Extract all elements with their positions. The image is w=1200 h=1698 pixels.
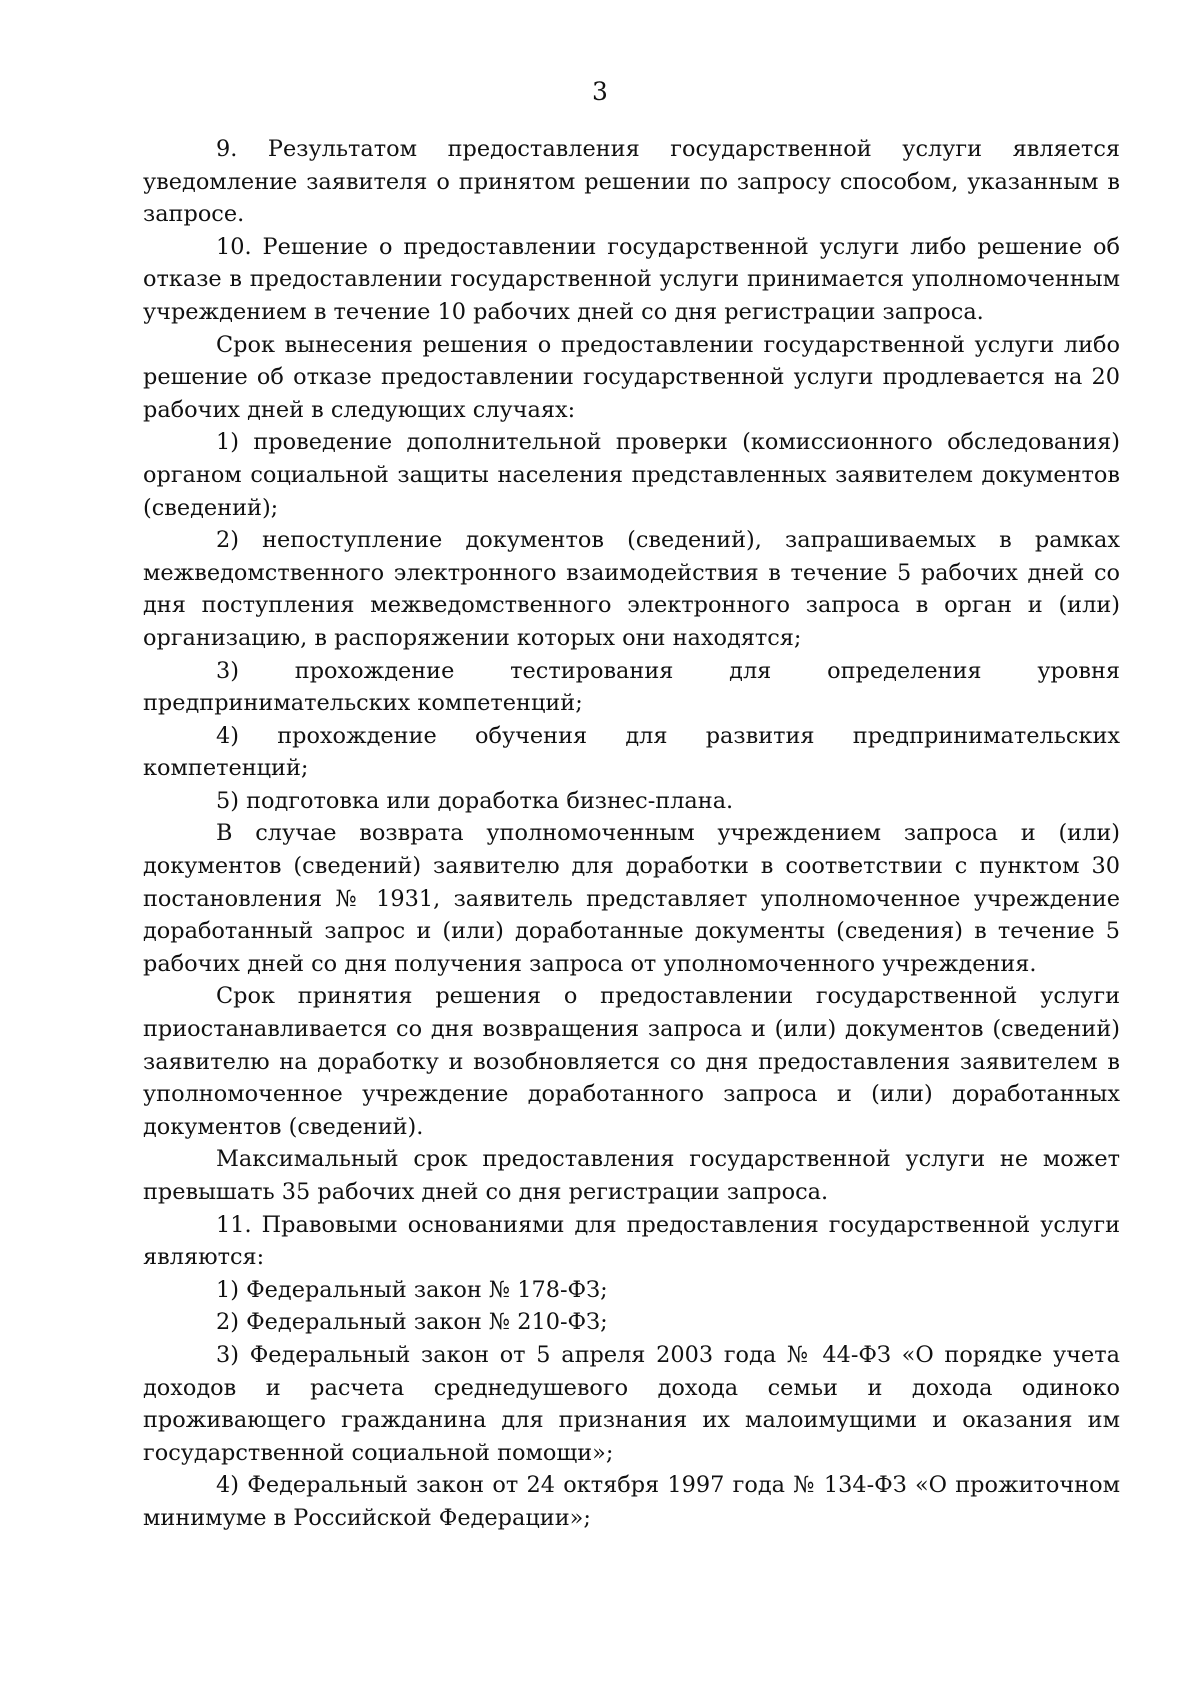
list-item-5-business-plan: 5) подготовка или доработка бизнес-плана. [216,787,734,814]
list-item-3-testing: 3) прохождение тестирования для определения уровня предпринимательских компетенций; [143,657,1120,717]
paragraph-11-legal-grounds: 11. Правовыми основаниями для предоставления государственной услуги являются: [143,1211,1120,1271]
legal-basis-item-4: 4) Федеральный закон от 24 октября 1997 года № 134-ФЗ «О прожиточном минимуме в Российской Федерации»; [143,1472,1120,1531]
legal-basis-item-3: 3) Федеральный закон от 5 апреля 2003 года № 44-ФЗ «О порядке учета доходов и расчета среднедушевого дохода семьи и дохода одиноко проживающего гражданина для признания их малоимущими и оказания им государственной социальной помощи»; [143,1341,1120,1466]
document-body [143,133,1120,1535]
legal-basis-item-1: 1) Федеральный закон № 178-ФЗ; [216,1276,608,1303]
paragraph-maximum-term: Максимальный срок предоставления государственной услуги не может превышать 35 рабочих дней со дня регистрации запроса. [143,1146,1120,1205]
paragraph-9-result: 9. Результатом предоставления государственной услуги является уведомление заявителя о принятом решении по запросу способом, указанным в запросе. [143,136,1120,228]
list-item-4-training: 4) прохождение обучения для развития предпринимательских компетенций; [143,722,1120,782]
list-item-2-documents-not-received: 2) непоступление документов (сведений), запрашиваемых в рамках межведомственного электронного взаимодействия в течение 5 рабочих дней со дня поступления межведомственного электронного запроса в орган и (или) организацию, в распоряжении которых они находятся; [143,527,1120,651]
page-number: 3 [592,77,608,106]
paragraph-10-decision: 10. Решение о предоставлении государственной услуги либо решение об отказе в предоставлении государственной услуги принимается уполномоченным учреждением в течение 10 рабочих дней со дня регистрации запроса. [143,233,1120,325]
list-item-1-additional-check: 1) проведение дополнительной проверки (комиссионного обследования) органом социальной защиты населения представленных заявителем документов (сведений); [143,429,1120,521]
paragraph-decision-extension: Срок вынесения решения о предоставлении государственной услуги либо решение об отказе предоставлении государственной услуги продлевается на 20 рабочих дней в следующих случаях: [143,331,1120,423]
legal-basis-item-2: 2) Федеральный закон № 210-ФЗ; [216,1309,608,1336]
paragraph-return-for-revision: В случае возврата уполномоченным учреждением запроса и (или) документов (сведений) заявителю для доработки в соответствии с пунктом 30 постановления № 1931, заявитель представляет уполномоченное учреждение доработанный запрос и (или) доработанные документы (сведения) в течение 5 рабочих дней со дня получения запроса от уполномоченного учреждения. [143,820,1120,977]
paragraph-suspension: Срок принятия решения о предоставлении государственной услуги приостанавливается со дня возвращения запроса и (или) документов (сведений) заявителю на доработку и возобновляется со дня предоставления заявителем в уполномоченное учреждение доработанного запроса и (или) доработанных документов (сведений). [143,983,1120,1140]
